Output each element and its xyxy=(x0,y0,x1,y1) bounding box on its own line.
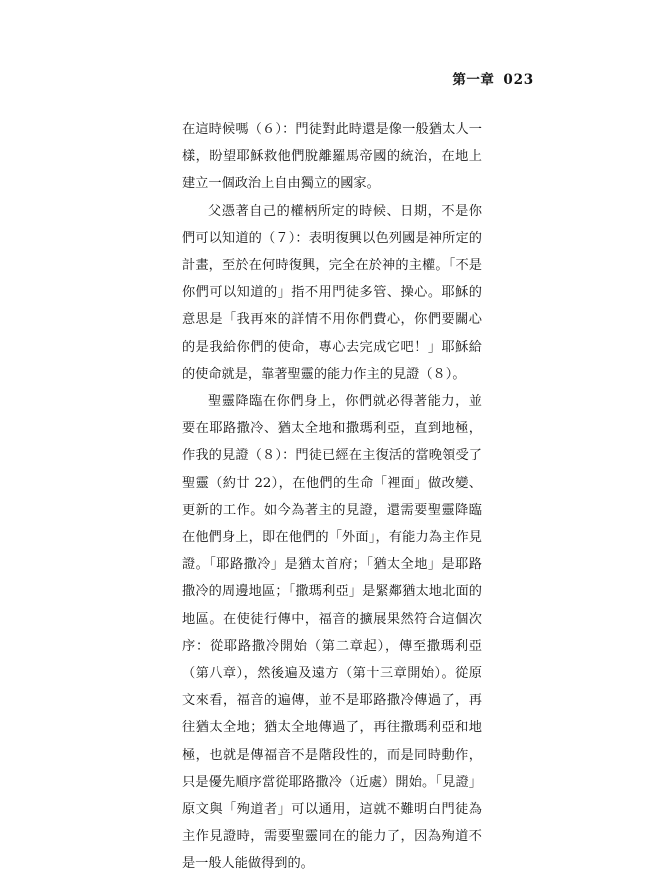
page-header xyxy=(452,68,534,88)
paragraph: 聖靈降臨在你們身上，你們就必得著能力，並要在耶路撒冷、猶太全地和撒瑪利亞，直到地極，作我的見證（８）：門徒已經在主復活的當晚領受了聖靈（約廿 22），在他們的生命「裡面」做改變、更新的工作。如今為著主的見證，還需要聖靈降臨在他們身上，即在他們的「外面」，有能力為主作見證。「耶路撒冷」是猶太首府；「猶太全地」是耶路撒冷的周邊地區；「撒瑪利亞」是緊鄰猶太地北面的地區。在使徒行傳中，福音的擴展果然符合這個次序：從耶路撒冷開始（第二章起），傳至撒瑪利亞（第八章），然後遍及遠方（第十三章開始）。從原文來看，福音的遍傳，並不是耶路撒冷傳過了，再往猶太全地；猶太全地傳過了，再往撒瑪利亞和地極，也就是傳福音不是階段性的，而是同時動作，只是優先順序當從耶路撒冷（近處）開始。「見證」原文與「殉道者」可以通用，這就不難明白門徒為主作見證時，需要聖靈同在的能力了，因為殉道不是一般人能做得到的。 xyxy=(182,394,482,872)
paragraph: 父憑著自己的權柄所定的時候、日期，不是你們可以知道的（７）：表明復興以色列國是神所定的計畫，至於在何時復興，完全在於神的主權。「不是你們可以知道的」指不用門徒多管、操心。耶穌的意思是「我再來的詳情不用你們費心，你們要關心的是我給你們的使命，專心去完成它吧！」耶穌給的使命就是，靠著聖靈的能力作主的見證（８）。 xyxy=(182,203,482,382)
body-text-column xyxy=(182,116,482,878)
chapter-label: 第一章 xyxy=(452,72,495,88)
paragraph: 在這時候嗎（６）：門徒對此時還是像一般猶太人一樣，盼望耶穌救他們脫離羅馬帝國的統治，在地上建立一個政治上自由獨立的國家。 xyxy=(182,122,482,192)
page-number: 023 xyxy=(503,72,534,88)
